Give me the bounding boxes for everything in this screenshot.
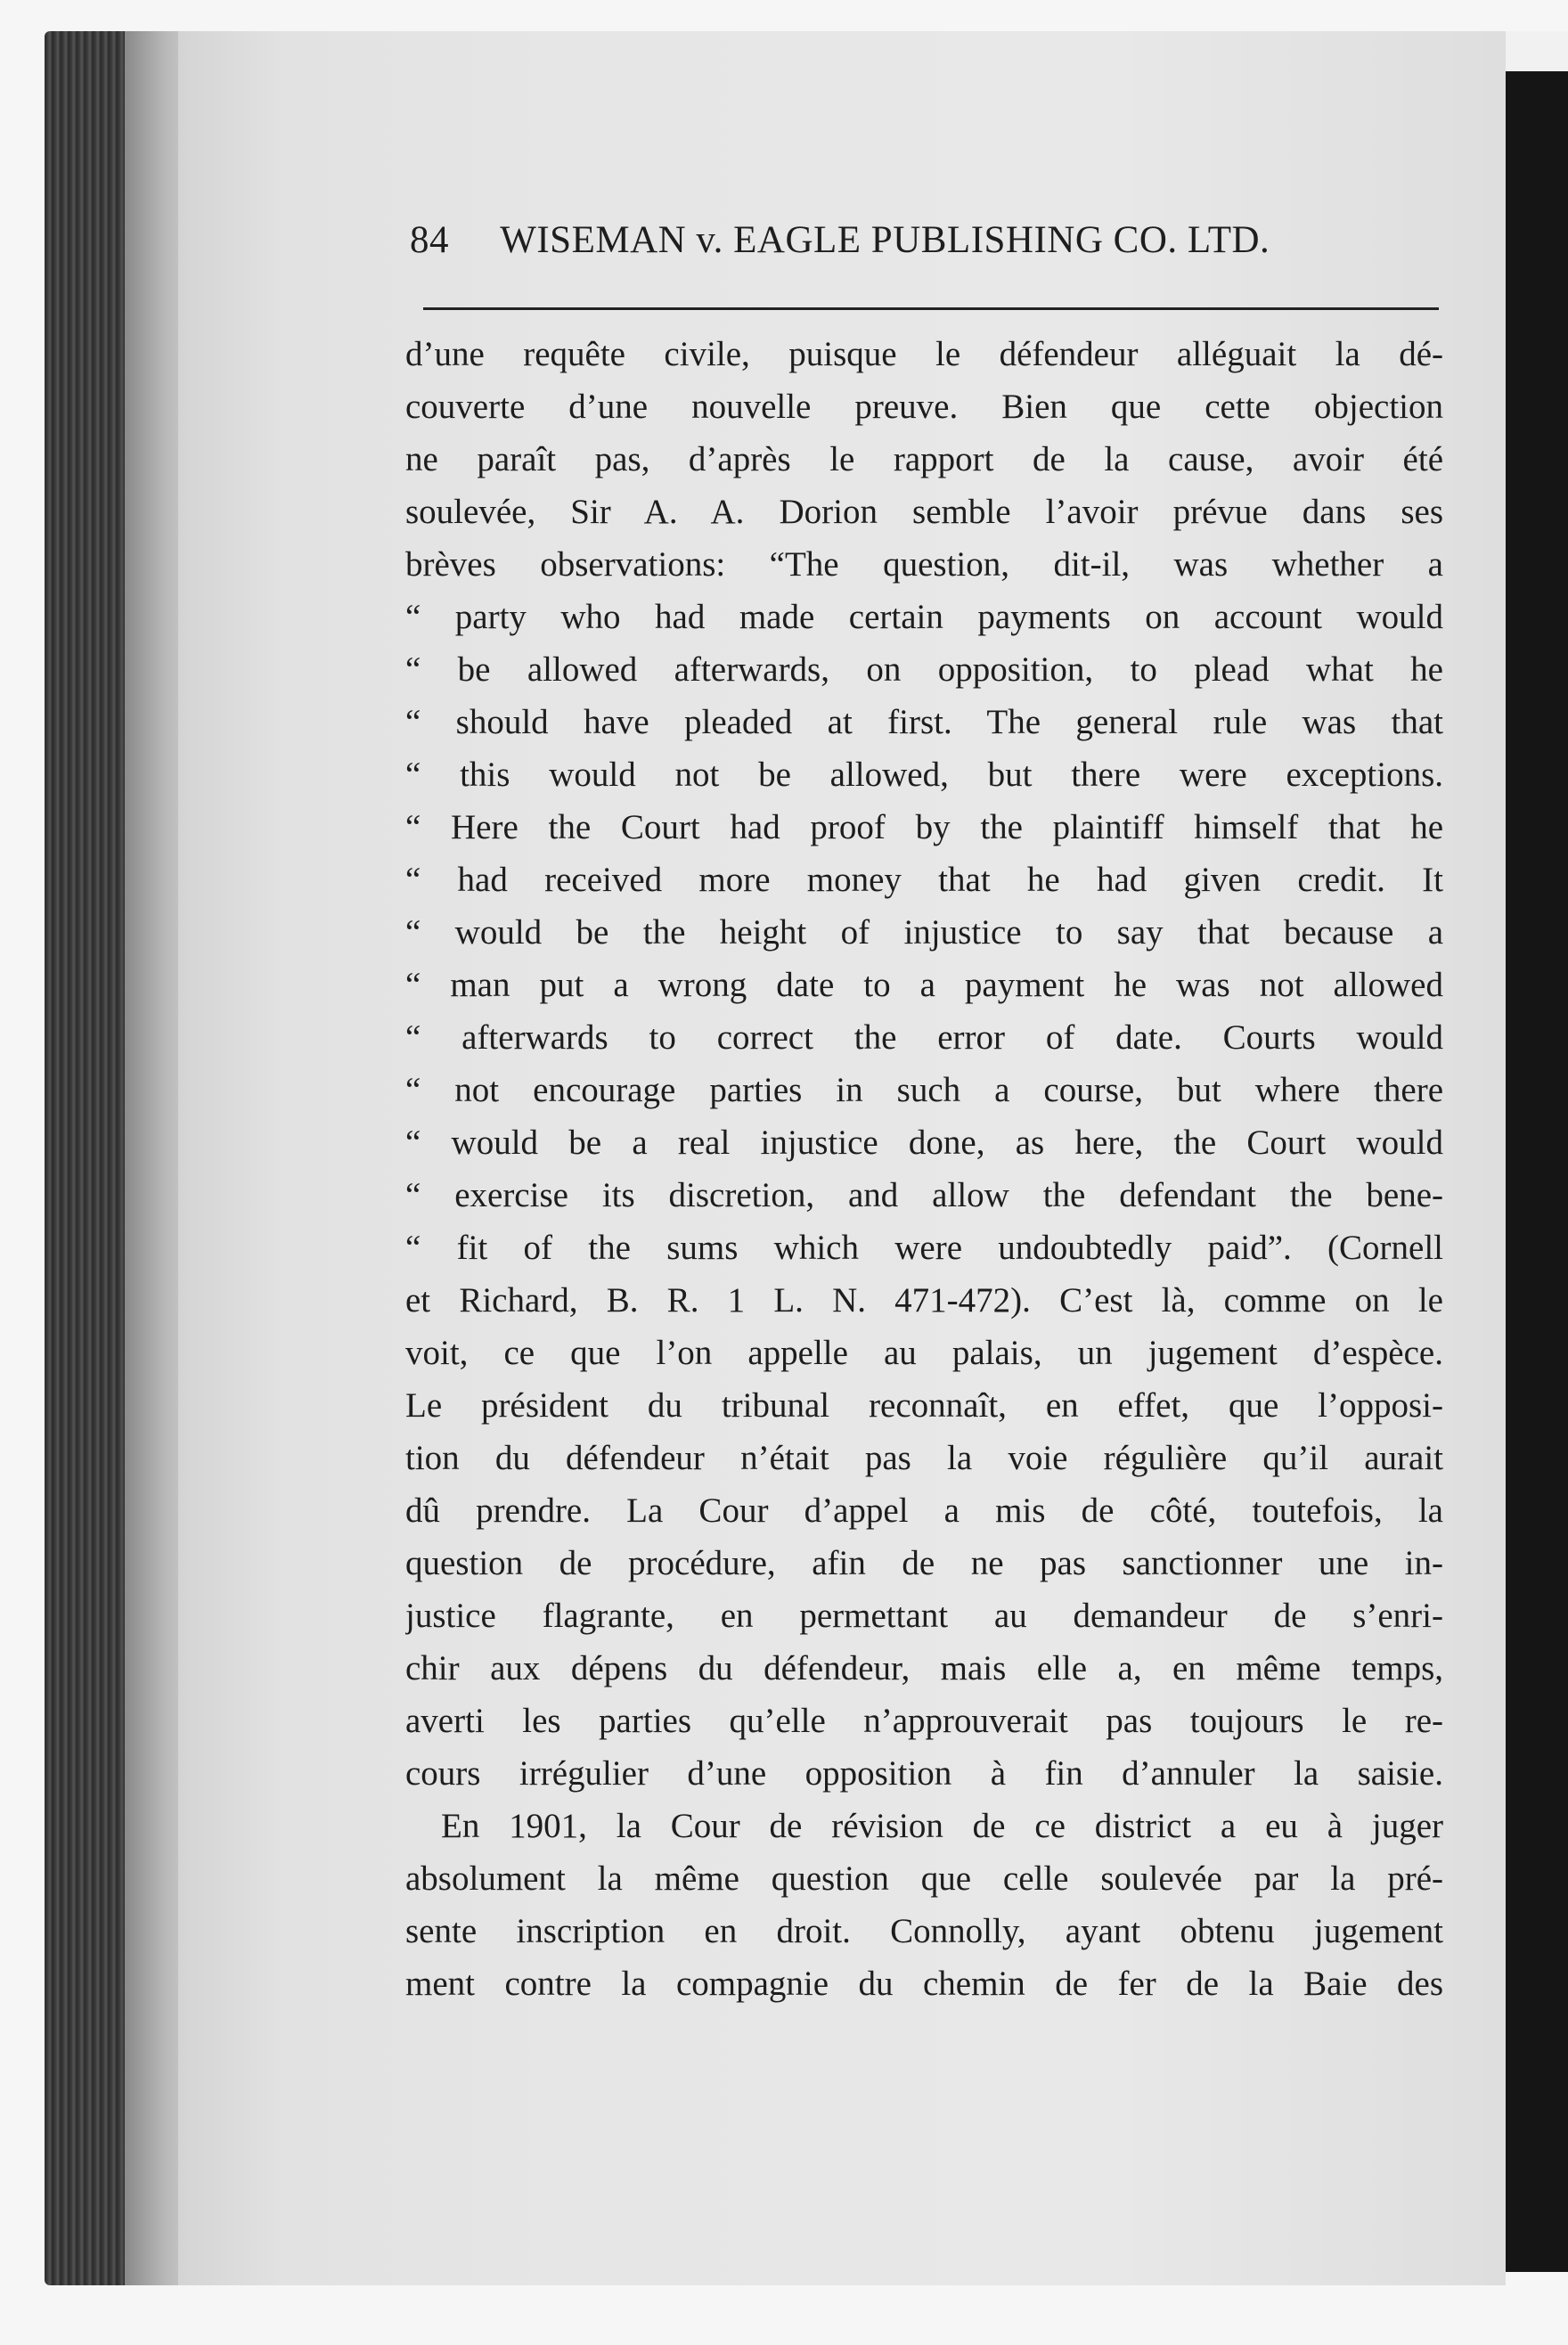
quoted-line: “ had received more money that he had given credit. It — [405, 861, 1443, 899]
scan-margin — [1506, 31, 1568, 71]
quoted-line: “ be allowed afterwards, on opposition, to plead what he — [405, 650, 1443, 689]
quoted-line: “ this would not be allowed, but there were exceptions. — [405, 756, 1443, 794]
text-line: ne paraît pas, d’après le rapport de la cause, avoir été — [405, 440, 1443, 478]
text-line: question de procédure, afin de ne pas sanctionner une in- — [405, 1544, 1443, 1582]
quoted-line: “ would be the height of injustice to say that because a — [405, 913, 1443, 952]
text-line: couverte d’une nouvelle preuve. Bien que cette objection — [405, 388, 1443, 426]
paragraph-start-line: En 1901, la Cour de révision de ce district a eu à juger — [441, 1807, 1443, 1845]
quoted-line: “ not encourage parties in such a course, but where there — [405, 1071, 1443, 1109]
quoted-line: “ should have pleaded at first. The general rule was that — [405, 703, 1443, 741]
quoted-line: “ Here the Court had proof by the plaintiff himself that he — [405, 808, 1443, 846]
text-line: Le président du tribunal reconnaît, en effet, que l’opposi- — [405, 1386, 1443, 1425]
header-rule — [423, 307, 1439, 310]
text-line: cours irrégulier d’une opposition à fin d’annuler la saisie. — [405, 1754, 1443, 1793]
page-header — [410, 218, 1452, 272]
text-line: justice flagrante, en permettant au demandeur de s’enri- — [405, 1597, 1443, 1635]
text-line: dû prendre. La Cour d’appel a mis de côté, toutefois, la — [405, 1491, 1443, 1530]
quoted-line: “ would be a real injustice done, as here, the Court would — [405, 1123, 1443, 1162]
text-line: tion du défendeur n’était pas la voie régulière qu’il aurait — [405, 1439, 1443, 1477]
quoted-line: “ afterwards to correct the error of date. Courts would — [405, 1018, 1443, 1057]
body-text — [405, 328, 1443, 2110]
text-line: sente inscription en droit. Connolly, ayant obtenu jugement — [405, 1912, 1443, 1950]
quoted-line: “ exercise its discretion, and allow the defendant the bene- — [405, 1176, 1443, 1214]
text-line: absolument la même question que celle soulevée par la pré- — [405, 1859, 1443, 1898]
text-line: soulevée, Sir A. A. Dorion semble l’avoir prévue dans ses — [405, 493, 1443, 531]
facing-page-edge — [1506, 71, 1568, 2272]
running-title: WISEMAN v. EAGLE PUBLISHING CO. LTD. — [500, 219, 1270, 261]
book-spine — [45, 31, 125, 2285]
page-number: 84 — [410, 219, 449, 261]
quoted-line: “ man put a wrong date to a payment he was not allowed — [405, 966, 1443, 1004]
text-line: ment contre la compagnie du chemin de fer de la Baie des — [405, 1965, 1443, 2003]
text-line: voit, ce que l’on appelle au palais, un jugement d’espèce. — [405, 1334, 1443, 1372]
quoted-line: “ fit of the sums which were undoubtedly paid”. (Cornell — [405, 1229, 1443, 1267]
text-line: brèves observations: “The question, dit-il, was whether a — [405, 545, 1443, 584]
text-line: chir aux dépens du défendeur, mais elle a, en même temps, — [405, 1649, 1443, 1687]
text-line: averti les parties qu’elle n’approuverait pas toujours le re- — [405, 1702, 1443, 1740]
quoted-line: “ party who had made certain payments on account would — [405, 598, 1443, 636]
text-line: d’une requête civile, puisque le défendeur alléguait la dé- — [405, 335, 1443, 373]
text-line: et Richard, B. R. 1 L. N. 471-472). C’est là, comme on le — [405, 1281, 1443, 1320]
